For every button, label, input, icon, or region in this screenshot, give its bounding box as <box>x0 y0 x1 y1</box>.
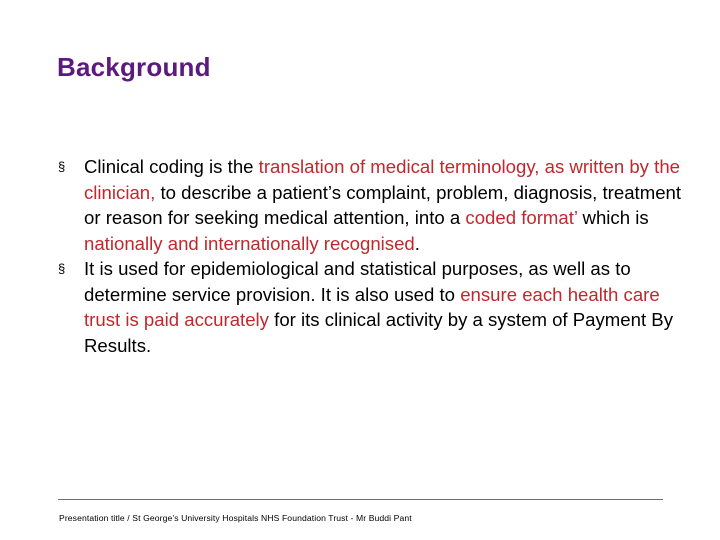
emphasis-text: translation of medical terminology <box>258 156 535 177</box>
text-segment: , <box>534 156 545 177</box>
bullet-item <box>58 256 688 358</box>
text-segment: It is used for epidemiological and statistical purposes, as well as to determine service provision. It is also used to <box>84 258 631 305</box>
emphasis-text: nationally and internationally recognised <box>84 232 415 254</box>
bullet-list <box>58 154 688 358</box>
bullet-icon: § <box>58 159 66 174</box>
emphasis-text: as written by the clinician, <box>84 156 680 203</box>
footer-divider <box>58 499 663 500</box>
emphasis-text: ensure each health care trust is paid accurately <box>84 283 660 330</box>
text-segment: . <box>414 232 420 254</box>
bullet-item <box>58 154 688 256</box>
text-segment: which is <box>577 207 649 228</box>
emphasis-text: coded format’ <box>465 207 578 228</box>
text-segment: Clinical coding is the <box>84 156 259 177</box>
slide-title: Background <box>57 52 211 82</box>
text-segment: to describe a patient’s complaint, problem, diagnosis, treatment or reason for seeking medical attention, into a <box>84 181 682 228</box>
footer-text: Presentation title / St George’s University Hospitals NHS Foundation Trust - Mr Buddi Pant <box>59 513 412 523</box>
bullet-text <box>84 156 681 254</box>
bullet-icon: § <box>58 261 66 276</box>
bullet-text <box>84 258 673 356</box>
text-segment: for its clinical activity by a system of Payment By Results. <box>84 309 674 356</box>
